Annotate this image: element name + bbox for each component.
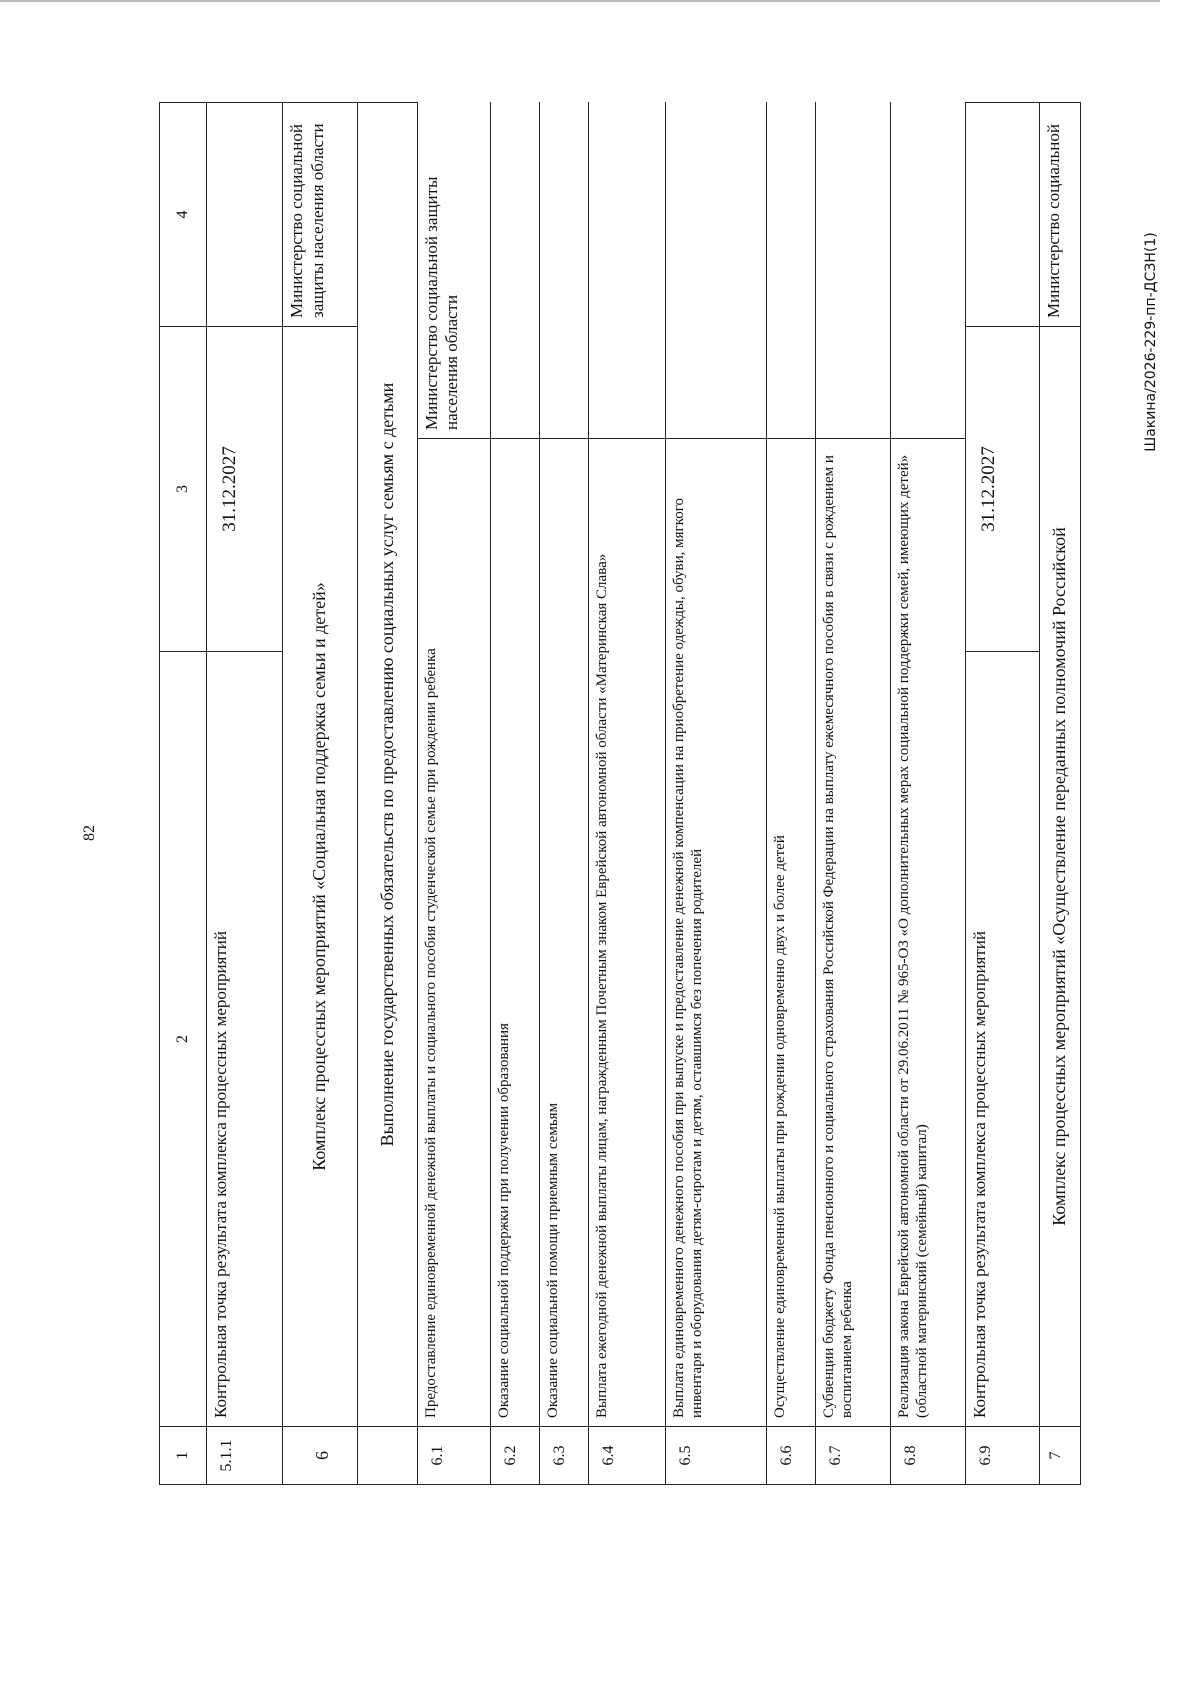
row-number: 6.8: [890, 1427, 966, 1485]
header-col-3: 3: [160, 327, 207, 652]
measures-table: [159, 102, 1081, 1485]
row-number: 7: [1039, 1427, 1080, 1485]
row-number: 6.6: [767, 1427, 816, 1485]
row-responsible: [890, 103, 966, 439]
row-text: Осуществление единовременной выплаты при рождении одновременно двух и более детей: [767, 439, 816, 1427]
row-text: Контрольная точка результата комплекса процессных мероприятий: [966, 652, 1039, 1427]
row-responsible: [966, 103, 1039, 327]
row-responsible: [491, 103, 540, 439]
table-row: [418, 103, 491, 1485]
measures-table-rotated: [159, 103, 1081, 1485]
row-number: 6.1: [418, 1427, 491, 1485]
header-col-4: 4: [160, 103, 207, 327]
document-code: [1140, 232, 1162, 452]
row-responsible: Министерство социальной защиты населения области: [418, 103, 491, 439]
section-row: [357, 103, 417, 1485]
row-number: 6.4: [589, 1427, 666, 1485]
row-responsible: [666, 103, 767, 439]
row-number: 6.9: [966, 1427, 1039, 1485]
table-row: [491, 103, 540, 1485]
row-number: 6.5: [666, 1427, 767, 1485]
table-row: [1039, 103, 1080, 1485]
row-date: 31.12.2027: [206, 327, 283, 652]
row-responsible: [589, 103, 666, 439]
table-row: [206, 103, 283, 1485]
section-number: [357, 1427, 417, 1485]
table-row: [666, 103, 767, 1485]
row-number: 5.1.1: [206, 1427, 283, 1485]
row-responsible: Министерство социальной: [1039, 103, 1080, 327]
row-text: Комплекс процессных мероприятий «Осуществление переданных полномочий Российской: [1039, 327, 1080, 1427]
row-date: 31.12.2027: [966, 327, 1039, 652]
section-heading: Выполнение государственных обязательств по предоставлению социальных услуг семьям с детьми: [357, 103, 417, 1427]
row-text: Комплекс процессных мероприятий «Социальная поддержка семьи и детей»: [283, 327, 358, 1427]
row-text: Субвенции бюджету Фонда пенсионного и социального страхования Российской Федерации на выплату ежемесячного пособия в связи с рождением и воспитанием ребенка: [816, 439, 891, 1427]
page-top-edge: [0, 0, 1160, 2]
header-col-2: 2: [160, 652, 207, 1427]
row-responsible: [816, 103, 891, 439]
table-row: [283, 103, 358, 1485]
row-number: 6.3: [540, 1427, 589, 1485]
row-number: 6.2: [491, 1427, 540, 1485]
row-number: 6: [283, 1427, 358, 1485]
row-text: Выплата ежегодной денежной выплаты лицам, награжденным Почетным знаком Еврейской автономной области «Материнская Слава»: [589, 439, 666, 1427]
table-row: [540, 103, 589, 1485]
row-text: Контрольная точка результата комплекса процессных мероприятий: [206, 652, 283, 1427]
page-number: 82: [81, 825, 98, 841]
table-row: [966, 103, 1039, 1485]
table-row: [890, 103, 966, 1485]
document-code-text: Шакина/2026-229-пп-ДСЗН(1): [1143, 232, 1159, 452]
row-responsible: [767, 103, 816, 439]
table-row: [816, 103, 891, 1485]
header-row: [160, 103, 207, 1485]
row-responsible: [540, 103, 589, 439]
row-number: 6.7: [816, 1427, 891, 1485]
row-responsible: [206, 103, 283, 327]
row-responsible: Министерство социальной защиты населения области: [283, 103, 358, 327]
header-col-1: 1: [160, 1427, 207, 1485]
row-text: Оказание социальной поддержки при получении образования: [491, 439, 540, 1427]
row-text: Оказание социальной помощи приемным семьям: [540, 439, 589, 1427]
row-text: Реализация закона Еврейской автономной области от 29.06.2011 № 965-ОЗ «О дополнительных мерах социальной поддержки семей, имеющих детей» (областной материнский (семейный) капитал): [890, 439, 966, 1427]
row-text: Предоставление единовременной денежной выплаты и социального пособия студенческой семье при рождении ребенка: [418, 439, 491, 1427]
row-text: Выплата единовременного денежного пособия при выпуске и предоставление денежной компенсации на приобретение одежды, обуви, мягкого инвентаря и оборудования детям-сиротам и детям, оставшимся без попечения родителей: [666, 439, 767, 1427]
table-row: [589, 103, 666, 1485]
table-row: [767, 103, 816, 1485]
